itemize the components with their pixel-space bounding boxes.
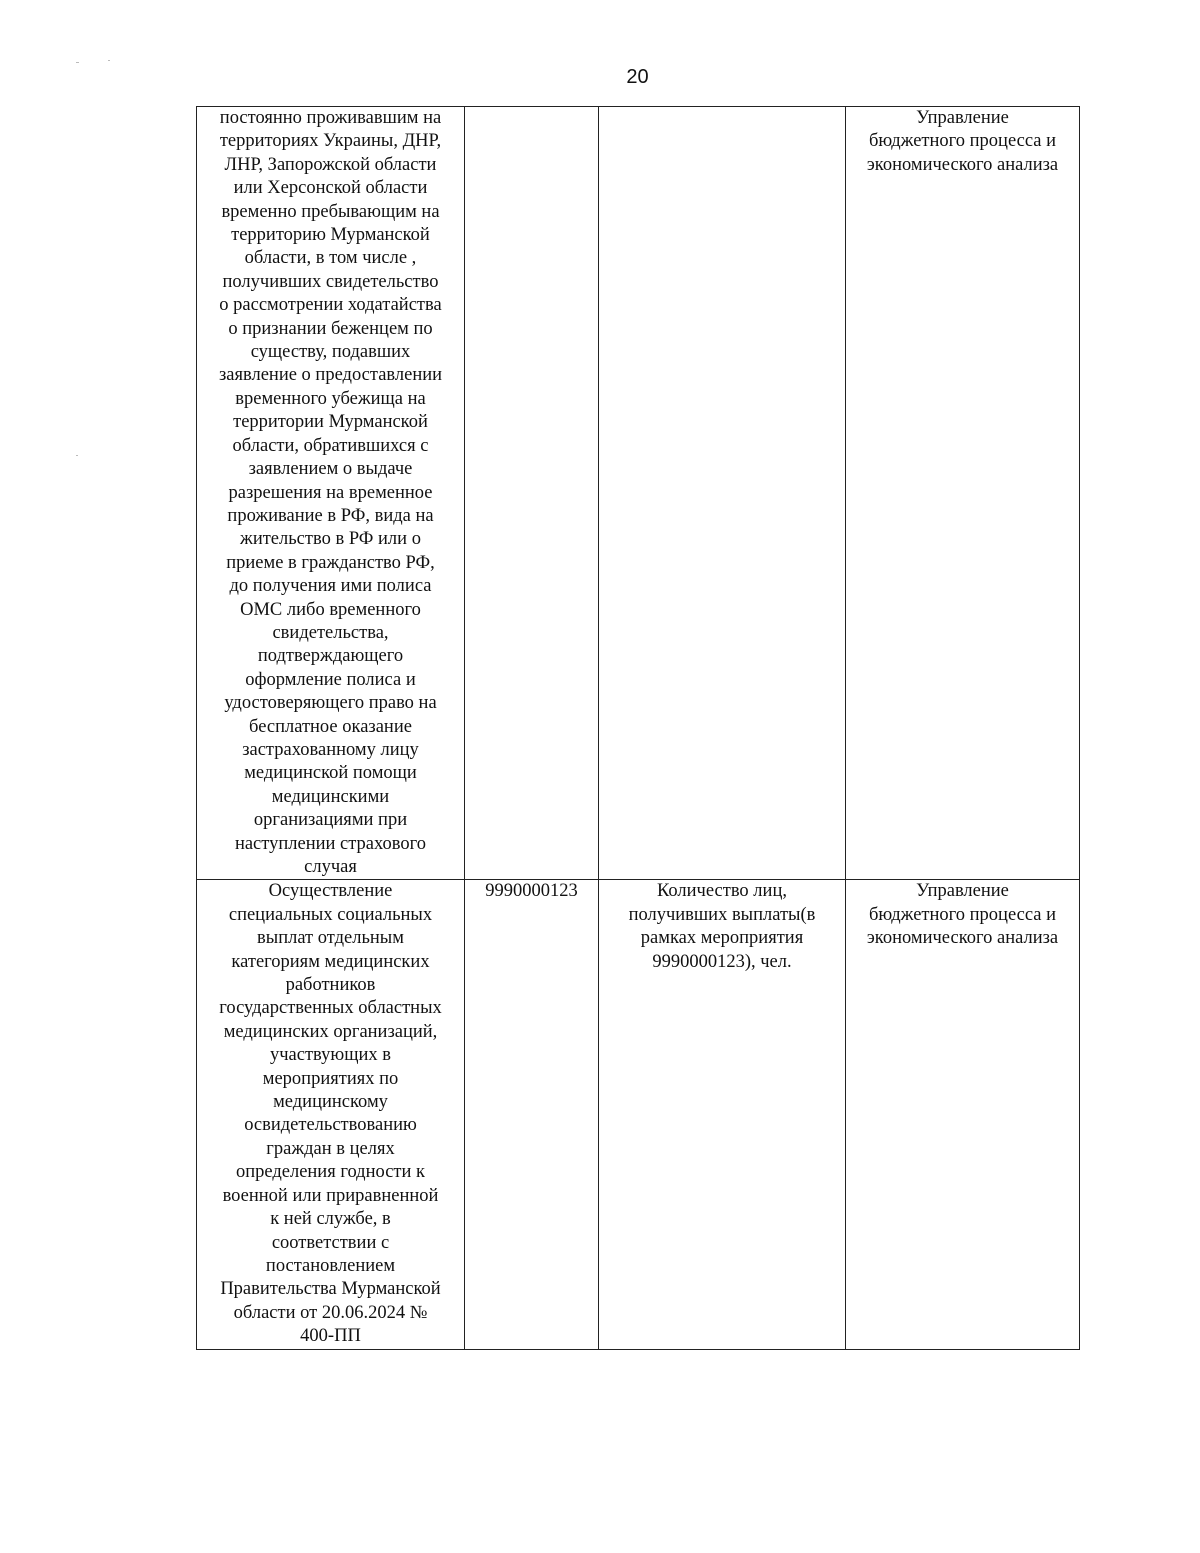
scan-artifact: [76, 62, 79, 63]
page-number: 20: [626, 66, 649, 88]
code-cell: 9990000123: [465, 880, 599, 1349]
scan-artifact: [108, 60, 110, 61]
scan-artifact: [76, 455, 78, 456]
table-row: [197, 880, 1080, 1349]
event-cell: постоянно проживавшим на территориях Украины, ДНР, ЛНР, Запорожской области или Херсонской области временно пребывающим на территорию Мурманской области, в том числе , получивших свидетельство о рассмотрении ходатайства о признании беженцем по существу, подавших заявление о предоставлении временного убежища на территории Мурманской области, обратившихся с заявлением о выдаче разрешения на временное проживание в РФ, вида на жительство в РФ или о приеме в гражданство РФ, до получения ими полиса ОМС либо временного свидетельства, подтверждающего оформление полиса и удостоверяющего право на бесплатное оказание застрахованному лицу медицинской помощи медицинскими организациями при наступлении страхового случая: [197, 107, 465, 880]
responsible-cell: Управление бюджетного процесса и экономического анализа: [846, 880, 1080, 1349]
table-row: [197, 107, 1080, 880]
measures-table: [196, 106, 1080, 1350]
event-cell: Осуществление специальных социальных выплат отдельным категориям медицинских работников государственных областных медицинских организаций, участвующих в мероприятиях по медицинскому освидетельствованию граждан в целях определения годности к военной или приравненной к ней службе, в соответствии с постановлением Правительства Мурманской области от 20.06.2024 № 400-ПП: [197, 880, 465, 1349]
responsible-cell: Управление бюджетного процесса и экономического анализа: [846, 107, 1080, 880]
indicator-cell: [599, 107, 846, 880]
indicator-cell: Количество лиц, получивших выплаты(в рамках мероприятия 9990000123), чел.: [599, 880, 846, 1349]
code-cell: [465, 107, 599, 880]
